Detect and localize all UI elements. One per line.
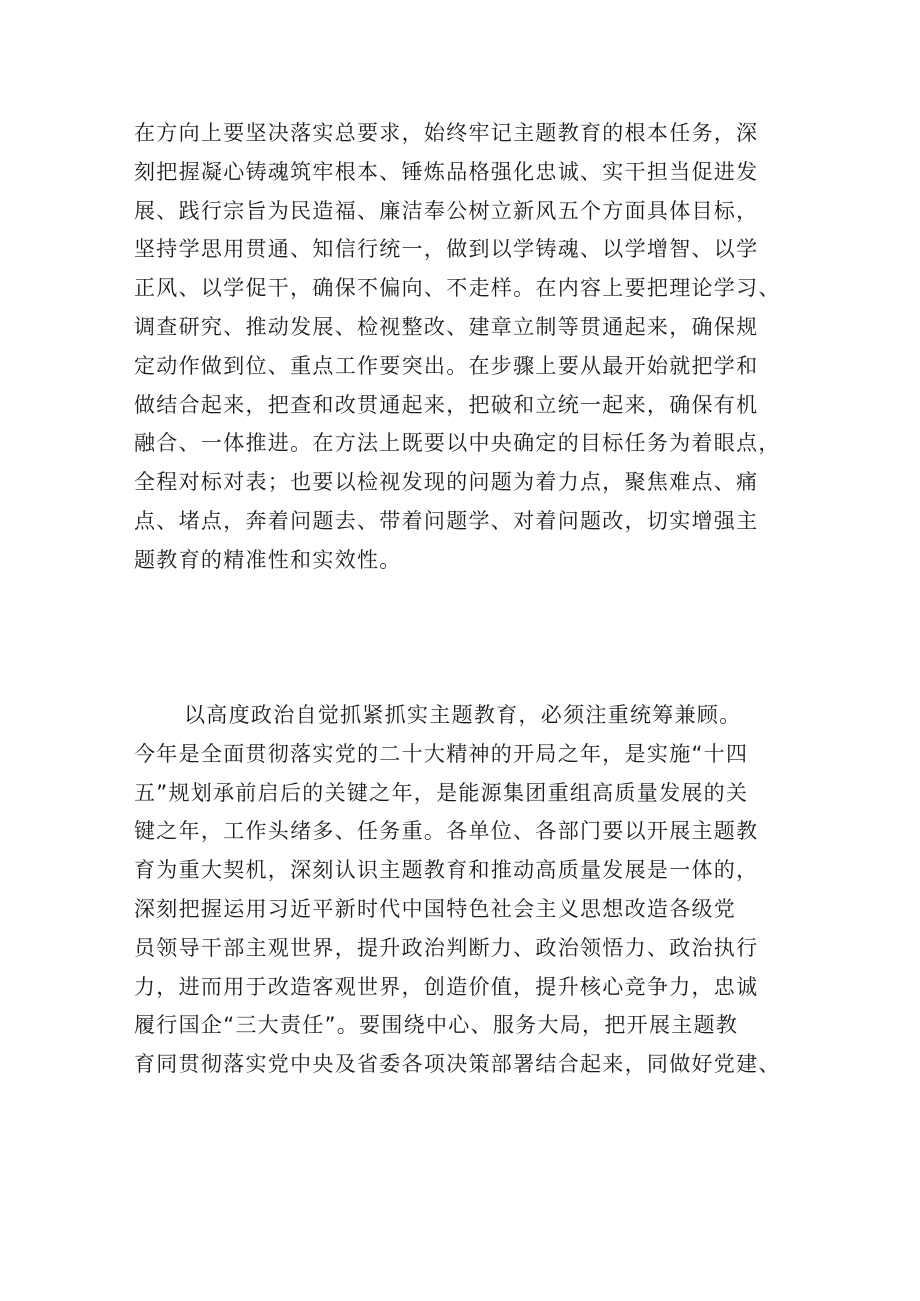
text-line: 履行国企“三大责任”。要围绕中心、服务大局，把开展主题教	[134, 1013, 739, 1038]
text-line: 力，进而用于改造客观世界，创造价值，提升核心竞争力，忠诚	[134, 974, 759, 999]
text-line: 定动作做到位、重点工作要突出。在步骤上要从最开始就把学和	[134, 353, 759, 378]
text-line: 键之年，工作头绪多、任务重。各单位、各部门要以开展主题教	[134, 819, 759, 844]
text-line: 融合、一体推进。在方法上既要以中央确定的目标任务为着眼点，	[134, 431, 781, 456]
text-line: 点、堵点，奔着问题去、带着问题学、对着问题改，切实增强主	[134, 509, 759, 533]
text-line: 以高度政治自觉抓紧抓实主题教育，必须注重统筹兼顾。	[184, 703, 742, 727]
text-line: 在方向上要坚决落实总要求，始终牢记主题教育的根本任务，深	[134, 121, 759, 145]
text-line: 题教育的精准性和实效性。	[134, 547, 402, 572]
text-line: 深刻把握运用习近平新时代中国特色社会主义思想改造各级党	[134, 897, 737, 921]
text-line: 做结合起来，把查和改贯通起来，把破和立统一起来，确保有机	[134, 392, 759, 417]
text-line: 今年是全面贯彻落实党的二十大精神的开局之年，是实施“十四	[134, 741, 749, 766]
text-line: 坚持学思用贯通、知信行统一，做到以学铸魂、以学增智、以学	[134, 237, 759, 262]
text-line: 调查研究、推动发展、检视整改、建章立制等贯通起来，确保规	[134, 315, 759, 339]
text-line: 展、践行宗旨为民造福、廉洁奉公树立新风五个方面具体目标，	[134, 198, 759, 223]
text-line: 员领导干部主观世界，提升政治判断力、政治领悟力、政治执行	[134, 935, 759, 960]
text-line: 刻把握凝心铸魂筑牢根本、锤炼品格强化忠诚、实干担当促进发	[134, 159, 759, 184]
text-line: 育为重大契机，深刻认识主题教育和推动高质量发展是一体的，	[134, 858, 759, 883]
text-line: 育同贯彻落实党中央及省委各项决策部署结合起来，同做好党建、	[134, 1052, 781, 1077]
text-line: 五”规划承前启后的关键之年，是能源集团重组高质量发展的关	[134, 780, 749, 805]
text-line: 全程对标对表；也要以检视发现的问题为着力点，聚焦难点、痛	[134, 470, 759, 495]
text-line: 正风、以学促干，确保不偏向、不走样。在内容上要把理论学习、	[134, 276, 781, 301]
